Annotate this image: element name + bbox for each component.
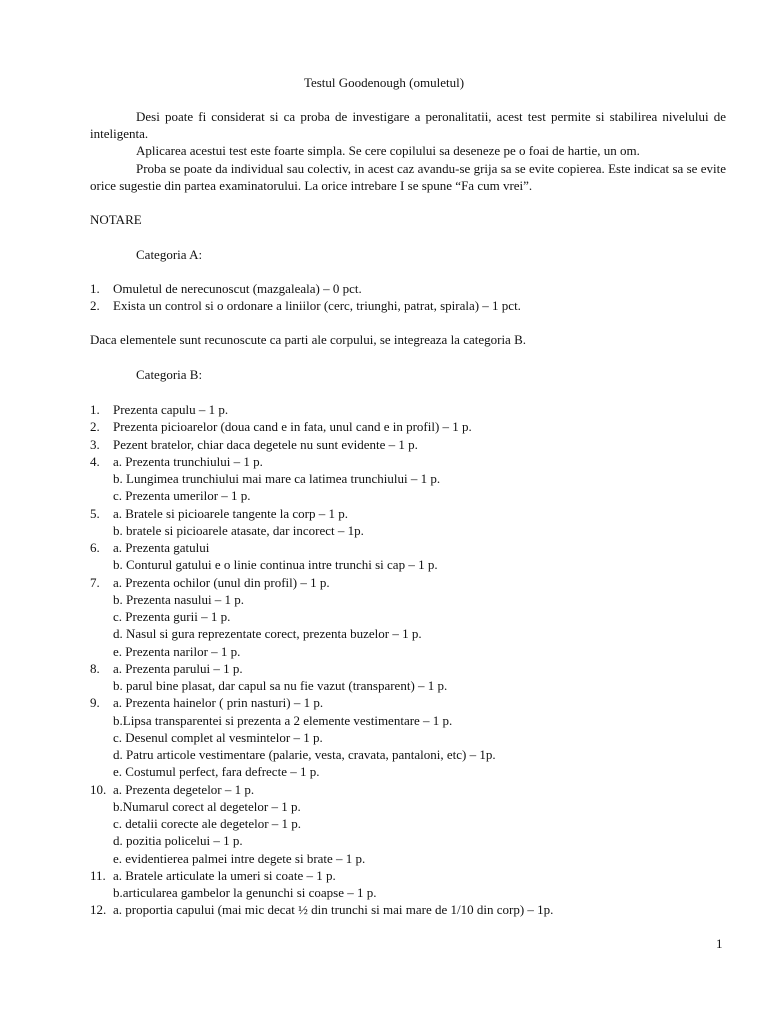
list-item-number: 7. (90, 575, 100, 590)
list-item: a. Bratele articulate la umeri si coate – 1 p. (113, 868, 336, 883)
list-item: d. Patru articole vestimentare (palarie, vesta, cravata, pantaloni, etc) – 1p. (113, 747, 496, 762)
document-title: Testul Goodenough (omuletul) (303, 75, 465, 90)
list-item: a. Prezenta ochilor (unul din profil) – 1 p. (113, 575, 330, 590)
list-item: c. Prezenta umerilor – 1 p. (113, 488, 251, 503)
list-item-number: 11. (90, 868, 106, 883)
intro-paragraph-2: Aplicarea acestui test este foarte simpla. Se cere copilului sa deseneze pe o foai de hartie, un om. (136, 143, 640, 158)
category-b-heading: Categoria B: (136, 367, 203, 382)
list-item: b. Prezenta nasului – 1 p. (113, 592, 245, 607)
section-heading-notare: NOTARE (90, 212, 142, 227)
list-item: c. Desenul complet al vesmintelor – 1 p. (113, 730, 323, 745)
list-item-number: 9. (90, 695, 100, 710)
category-note: Daca elementele sunt recunoscute ca parti ale corpului, se integreaza la categoria B. (90, 332, 527, 347)
list-item-number: 2. (90, 298, 100, 313)
page-number: 1 (716, 936, 723, 951)
list-item-number: 2. (90, 419, 100, 434)
list-item-number: 3. (90, 437, 100, 452)
list-item: e. Prezenta narilor – 1 p. (113, 644, 241, 659)
list-item: a. Prezenta gatului (113, 540, 210, 555)
list-item: d. Nasul si gura reprezentate corect, prezenta buzelor – 1 p. (113, 626, 422, 641)
list-item: b. bratele si picioarele atasate, dar incorect – 1p. (113, 523, 364, 538)
list-item: a. Bratele si picioarele tangente la corp – 1 p. (113, 506, 348, 521)
list-item: Exista un control si o ordonare a liniilor (cerc, triunghi, patrat, spirala) – 1 pct. (113, 298, 521, 313)
list-item: Omuletul de nerecunoscut (mazgaleala) – 0 pct. (113, 281, 362, 296)
list-item-number: 1. (90, 281, 100, 296)
list-item: c. detalii corecte ale degetelor – 1 p. (113, 816, 302, 831)
category-a-heading: Categoria A: (136, 247, 203, 262)
list-item: b. parul bine plasat, dar capul sa nu fie vazut (transparent) – 1 p. (113, 678, 448, 693)
list-item: a. Prezenta degetelor – 1 p. (113, 782, 255, 797)
list-item: a. Prezenta hainelor ( prin nasturi) – 1 p. (113, 695, 324, 710)
list-item-number: 5. (90, 506, 100, 521)
list-item: a. proportia capului (mai mic decat ½ din trunchi si mai mare de 1/10 din corp) – 1p. (113, 902, 554, 917)
list-item: a. Prezenta trunchiului – 1 p. (113, 454, 263, 469)
list-item: e. evidentierea palmei intre degete si brate – 1 p. (113, 851, 366, 866)
list-item: b. Conturul gatului e o linie continua intre trunchi si cap – 1 p. (113, 557, 438, 572)
list-item-number: 4. (90, 454, 100, 469)
list-item: a. Prezenta parului – 1 p. (113, 661, 243, 676)
list-item-number: 8. (90, 661, 100, 676)
list-item: b.Numarul corect al degetelor – 1 p. (113, 799, 301, 814)
list-item: b.Lipsa transparentei si prezenta a 2 elemente vestimentare – 1 p. (113, 713, 453, 728)
list-item-number: 12. (90, 902, 107, 917)
list-item: b. Lungimea trunchiului mai mare ca latimea trunchiului – 1 p. (113, 471, 441, 486)
list-item: Prezenta capulu – 1 p. (113, 402, 229, 417)
list-item: Pezent bratelor, chiar daca degetele nu sunt evidente – 1 p. (113, 437, 418, 452)
list-item: c. Prezenta gurii – 1 p. (113, 609, 231, 624)
list-item: Prezenta picioarelor (doua cand e in fata, unul cand e in profil) – 1 p. (113, 419, 472, 434)
list-item-number: 10. (90, 782, 107, 797)
list-item: d. pozitia policelui – 1 p. (113, 833, 243, 848)
list-item: e. Costumul perfect, fara defrecte – 1 p. (113, 764, 320, 779)
list-item-number: 6. (90, 540, 100, 555)
intro-paragraph-1: Desi poate fi considerat si ca proba de investigare a peronalitatii, acest test permite si stabilirea nivelului de inteligenta. (90, 109, 726, 141)
intro-paragraph-3: Proba se poate da individual sau colectiv, in acest caz avandu-se grija sa se evite copierea. Este indicat sa se evite orice sugestie din partea examinatorului. La orice intrebare I se spune “Fa cum vrei”. (90, 161, 726, 193)
list-item: b.articularea gambelor la genunchi si coapse – 1 p. (113, 885, 377, 900)
list-item-number: 1. (90, 402, 100, 417)
